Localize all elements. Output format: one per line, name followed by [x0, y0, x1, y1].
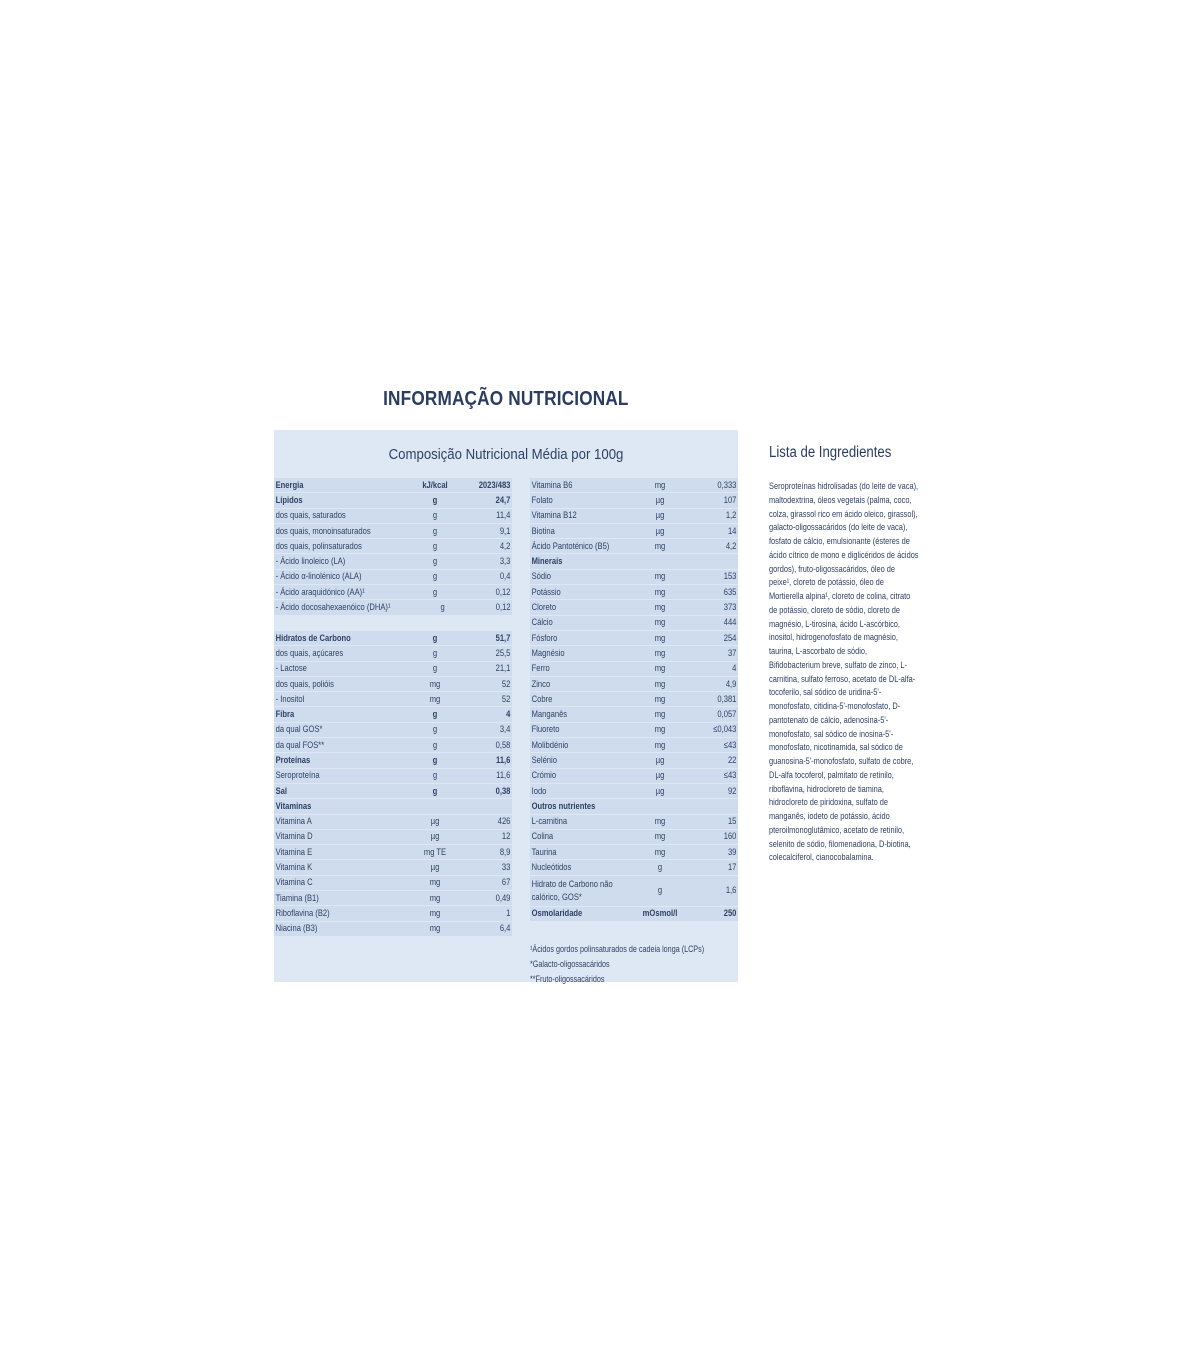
nutrient-name: da qual GOS* — [275, 724, 323, 736]
nutrient-unit: µg — [655, 770, 665, 782]
nutrient-row — [274, 906, 512, 920]
nutrient-value: 250 — [723, 908, 737, 920]
ingredient-line: Mortierella alpina¹, cloreto de colina, citrato — [769, 591, 911, 602]
nutrient-row — [274, 707, 512, 721]
ingredient-line: pteroilmonoglutâmico, acetato de retinilo, — [769, 824, 905, 836]
nutrient-value: 4,2 — [725, 540, 737, 552]
nutrient-name: dos quais, polióis — [275, 678, 334, 690]
nutrient-name: Iodo — [531, 785, 547, 797]
nutrient-row — [530, 662, 738, 676]
nutrient-value: 21,1 — [495, 663, 511, 675]
nutrient-value: 11,6 — [496, 770, 511, 782]
nutrient-value: 24,7 — [495, 494, 511, 506]
nutrient-value: 0,381 — [717, 693, 737, 705]
nutrient-row — [274, 554, 512, 568]
nutrient-name: Potássio — [531, 586, 561, 598]
ingredients-list — [769, 480, 949, 865]
nutrient-row — [274, 891, 512, 905]
nutrient-name: - Inositol — [275, 693, 305, 705]
nutrient-row — [530, 815, 738, 829]
nutrient-unit: g — [432, 663, 438, 675]
nutrient-unit: g — [432, 647, 438, 659]
ingredient-line: taurina, L-ascorbato de sódio, — [769, 646, 868, 657]
nutrient-name: Vitamina B6 — [531, 479, 573, 491]
nutrient-row — [274, 922, 512, 936]
nutrient-value: ≤43 — [723, 770, 737, 782]
nutrient-name: dos quais, saturados — [275, 510, 346, 522]
nutrient-row — [274, 585, 512, 599]
nutrient-row — [530, 907, 738, 921]
nutrient-value: 22 — [727, 754, 737, 766]
nutrient-name: da qual FOS** — [275, 739, 325, 751]
nutrient-value: 0,49 — [495, 892, 511, 904]
nutrient-name: Nucleótidos — [531, 862, 572, 874]
nutrient-row — [530, 554, 738, 568]
nutrient-unit: g — [432, 525, 438, 537]
nutrient-value: 635 — [723, 586, 737, 598]
nutrient-unit: mg — [654, 739, 666, 751]
nutrient-value: 107 — [723, 494, 737, 506]
nutrient-row — [274, 539, 512, 553]
nutrient-name: Molibdénio — [531, 739, 569, 751]
nutrient-unit: mg — [429, 678, 441, 690]
nutrient-unit: mg — [429, 693, 441, 705]
nutrient-value: 160 — [723, 831, 737, 843]
footnote: **Fruto-oligossacáridos — [530, 974, 605, 984]
nutrient-name: Cobre — [531, 693, 553, 705]
nutrient-unit: µg — [430, 816, 440, 828]
nutrient-name: - Ácido linoleico (LA) — [275, 556, 346, 568]
nutrient-unit: mg — [429, 923, 441, 935]
nutrient-name: dos quais, polinsaturados — [275, 540, 362, 552]
nutrient-row — [530, 478, 738, 492]
nutrition-column-right — [530, 478, 738, 922]
nutrient-row — [274, 509, 512, 523]
nutrient-value: 25,5 — [495, 647, 511, 659]
nutrient-unit: µg — [655, 754, 665, 766]
nutrient-name: Cálcio — [531, 617, 553, 629]
nutrition-table-panel — [274, 430, 738, 982]
nutrient-unit: mg — [654, 632, 666, 644]
nutrient-value: 373 — [723, 602, 737, 614]
nutrient-row — [274, 845, 512, 859]
nutrient-unit: mg — [429, 877, 441, 889]
nutrient-unit: g — [432, 586, 438, 598]
nutrient-name: Seroproteína — [275, 770, 320, 782]
nutrient-row — [530, 799, 738, 813]
nutrient-row — [274, 769, 512, 783]
nutrient-value: 426 — [497, 816, 511, 828]
nutrient-name: Cloreto — [531, 602, 557, 614]
nutrient-value: 0,057 — [717, 709, 737, 721]
nutrient-unit: g — [432, 754, 438, 766]
ingredient-line: de potássio, cloreto de sódio, cloreto de — [769, 604, 901, 616]
nutrition-table-heading: Composição Nutricional Média por 100g — [388, 446, 624, 463]
nutrient-value: 444 — [723, 617, 737, 629]
nutrient-row — [530, 769, 738, 783]
nutrient-row — [530, 753, 738, 767]
ingredients-title: Lista de Ingredientes — [769, 444, 892, 461]
nutrient-row — [274, 600, 512, 614]
nutrient-name: Lípidos — [275, 494, 303, 506]
nutrient-unit: g — [432, 556, 438, 568]
nutrient-unit: mg TE — [423, 846, 447, 858]
nutrient-row — [530, 876, 738, 906]
nutrient-row — [274, 524, 512, 538]
nutrient-value: 12 — [501, 831, 511, 843]
nutrient-name: - Ácido α-linolénico (ALA) — [275, 571, 362, 583]
ingredient-line: Seroproteínas hidrolisadas (do leite de vaca), — [769, 481, 919, 492]
nutrient-unit: mOsmol/l — [642, 908, 678, 920]
nutrient-name: Vitamina E — [275, 846, 313, 858]
nutrient-value: ≤0,043 — [713, 724, 737, 736]
nutrient-value: 1 — [506, 907, 511, 919]
nutrient-unit: mg — [654, 846, 666, 858]
nutrient-row — [530, 845, 738, 859]
nutrient-row — [274, 662, 512, 676]
nutrient-row — [274, 646, 512, 660]
ingredient-line: Bifidobacterium breve, sulfato de zinco, L- — [769, 659, 907, 671]
nutrient-unit: µg — [430, 831, 440, 843]
nutrient-name: Minerais — [531, 556, 563, 568]
nutrient-unit: kJ/kcal — [422, 479, 448, 491]
nutrient-name: Vitamina A — [275, 816, 312, 828]
nutrient-name: Outros nutrientes — [531, 800, 596, 812]
nutrient-name: Proteínas — [275, 754, 311, 766]
nutrient-row — [274, 815, 512, 829]
nutrient-name: Vitaminas — [275, 800, 312, 812]
nutrient-row — [274, 493, 512, 507]
nutrient-name: Vitamina D — [275, 831, 313, 843]
nutrient-unit: mg — [429, 892, 441, 904]
nutrient-unit: g — [657, 885, 663, 897]
nutrient-name: Magnésio — [531, 647, 565, 659]
nutrient-unit: mg — [654, 540, 666, 552]
ingredient-line: ácido cítrico de mono e diglicéridos de ácidos — [769, 549, 919, 561]
nutrient-name: Vitamina K — [275, 862, 313, 874]
ingredient-line: maltodextrina, óleos vegetais (palma, coco, — [769, 494, 912, 506]
nutrient-row — [274, 860, 512, 874]
ingredient-line: riboflavina, hidrocloreto de tiamina, — [769, 783, 884, 795]
nutrient-name: Folato — [531, 494, 553, 506]
nutrient-unit: µg — [655, 525, 665, 537]
nutrient-value: 11,6 — [496, 754, 511, 766]
nutrient-row — [530, 707, 738, 721]
nutrient-unit: mg — [654, 831, 666, 843]
nutrient-value: 8,9 — [499, 846, 511, 858]
nutrient-row — [530, 784, 738, 798]
nutrient-unit: mg — [654, 571, 666, 583]
nutrient-name: Ferro — [531, 663, 550, 675]
nutrient-value: 4,2 — [499, 540, 511, 552]
nutrient-row — [274, 616, 512, 630]
nutrient-unit: g — [432, 494, 438, 506]
nutrient-value: 92 — [727, 785, 737, 797]
nutrient-name: - Ácido araquidónico (AA)¹ — [275, 586, 365, 598]
nutrient-value: 67 — [501, 877, 511, 889]
nutrient-row — [274, 738, 512, 752]
nutrient-name: Taurina — [531, 846, 557, 858]
ingredient-line: monofosfato, citidina-5'-monofosfato, D- — [769, 701, 901, 712]
nutrient-unit: g — [432, 739, 438, 751]
nutrient-row — [530, 524, 738, 538]
ingredient-line: selenito de sódio, filomenadiona, D-biotina, — [769, 838, 911, 850]
nutrient-unit: mg — [654, 816, 666, 828]
nutrient-row — [274, 692, 512, 706]
nutrient-row — [530, 692, 738, 706]
nutrient-name: Fibra — [275, 709, 295, 721]
nutrient-name: - Lactose — [275, 663, 307, 675]
nutrient-row — [530, 509, 738, 523]
nutrient-value: 52 — [501, 693, 511, 705]
nutrient-name: Vitamina B12 — [531, 510, 577, 522]
nutrient-row — [530, 860, 738, 874]
ingredient-line: pantotenato de cálcio, adenosina-5'- — [769, 714, 889, 726]
nutrient-name: Hidratos de Carbono — [275, 632, 351, 644]
ingredient-line: guanosina-5'-monofosfato, sulfato de cobre, — [769, 756, 914, 767]
footnote: *Galacto-oligossacáridos — [530, 959, 610, 969]
nutrient-name: Fluoreto — [531, 724, 560, 736]
nutrient-name: Hidrato de Carbono não calórico, GOS* — [531, 878, 613, 903]
nutrient-unit: g — [432, 571, 438, 583]
ingredient-line: manganês, iodeto de potássio, ácido — [769, 811, 890, 822]
nutrient-unit: g — [432, 770, 438, 782]
ingredient-line: fosfato de cálcio, emulsionante (ésteres de — [769, 536, 910, 547]
nutrient-unit: µg — [655, 510, 665, 522]
nutrient-value: 14 — [727, 525, 737, 537]
nutrient-name: Crómio — [531, 770, 557, 782]
nutrient-value: 0,12 — [495, 602, 511, 614]
nutrient-name: Selénio — [531, 754, 557, 766]
ingredient-line: monofosfato, sal sódico de inosina-5'- — [769, 728, 894, 740]
nutrient-value: 52 — [501, 678, 511, 690]
nutrient-name: L-carnitina — [531, 816, 568, 828]
nutrient-value: 153 — [723, 571, 737, 583]
nutrient-value: 0,4 — [499, 571, 511, 583]
nutrient-unit: mg — [654, 724, 666, 736]
nutrient-name: Tiamina (B1) — [275, 892, 319, 904]
nutrient-name: Niacina (B3) — [275, 923, 318, 935]
nutrient-row — [274, 677, 512, 691]
nutrient-row — [274, 784, 512, 798]
footnote: ¹Ácidos gordos polinsaturados de cadeia longa (LCPs) — [530, 944, 705, 954]
nutrient-row — [274, 830, 512, 844]
nutrient-name: dos quais, monoinsaturados — [275, 525, 371, 537]
nutrient-unit: g — [432, 724, 438, 736]
nutrient-unit: mg — [654, 663, 666, 675]
nutrient-unit: mg — [654, 602, 666, 614]
nutrition-footnotes — [530, 942, 738, 987]
nutrient-value: 0,333 — [717, 479, 737, 491]
nutrient-row — [530, 585, 738, 599]
nutrient-unit: g — [657, 862, 663, 874]
nutrient-value: 11,4 — [496, 510, 511, 522]
nutrient-row — [274, 570, 512, 584]
nutrient-unit: g — [440, 602, 445, 614]
ingredient-line: monofosfato, nicotinamida, sal sódico de — [769, 742, 903, 754]
ingredient-line: peixe¹, cloreto de potássio, óleo de — [769, 577, 884, 589]
nutrient-name: Biotina — [531, 525, 555, 537]
nutrient-unit: mg — [654, 479, 666, 491]
nutrient-row — [530, 677, 738, 691]
ingredient-line: hidrocloreto de piridoxina, sulfato de — [769, 797, 889, 809]
nutrient-name: Sal — [275, 785, 288, 797]
nutrient-unit: mg — [654, 709, 666, 721]
nutrient-name: - Ácido docosahexaenóico (DHA)¹ — [275, 602, 391, 614]
nutrient-row — [530, 646, 738, 660]
nutrient-unit: mg — [654, 678, 666, 690]
ingredient-line: DL-alfa tocoferol, palmitato de retinilo, — [769, 769, 894, 781]
nutrient-value: 9,1 — [499, 525, 511, 537]
nutrient-unit: µg — [655, 785, 665, 797]
nutrient-row — [530, 631, 738, 645]
ingredient-line: carnitina, sulfato ferroso, acetato de DL-alfa- — [769, 673, 916, 685]
nutrient-value: 15 — [727, 816, 737, 828]
nutrient-name: dos quais, açúcares — [275, 647, 344, 659]
ingredient-line: gordos), fruto-oligossacáridos, óleo de — [769, 563, 896, 575]
nutrient-name: Fósforo — [531, 632, 558, 644]
nutrient-name: Energia — [275, 479, 304, 491]
nutrient-row — [274, 799, 512, 813]
nutrient-value: 0,38 — [495, 785, 511, 797]
nutrient-unit: g — [432, 540, 438, 552]
nutrient-value: ≤43 — [723, 739, 737, 751]
nutrient-name: Zinco — [531, 678, 551, 690]
nutrition-column-left — [274, 478, 512, 937]
nutrient-row — [274, 876, 512, 890]
nutrient-value: 4 — [506, 709, 511, 721]
ingredient-line: galacto-oligossacáridos (do leite de vaca), — [769, 522, 908, 534]
nutrient-name: Vitamina C — [275, 877, 313, 889]
nutrient-row — [274, 753, 512, 767]
nutrient-row — [530, 493, 738, 507]
nutrient-value: 33 — [501, 862, 511, 874]
nutrient-unit: µg — [430, 862, 440, 874]
nutrient-value: 1,2 — [725, 510, 737, 522]
nutrient-value: 0,58 — [495, 739, 511, 751]
nutrient-unit: g — [432, 709, 438, 721]
nutrient-row — [274, 723, 512, 737]
nutrient-unit: g — [432, 785, 438, 797]
nutrient-name: Colina — [531, 831, 554, 843]
nutrient-value: 51,7 — [495, 632, 511, 644]
nutrient-value: 254 — [723, 632, 737, 644]
nutrient-unit: µg — [655, 494, 665, 506]
nutrient-value: 1,6 — [725, 885, 737, 897]
nutrient-value: 2023/483 — [478, 479, 511, 491]
nutrient-unit: mg — [654, 617, 666, 629]
ingredient-line: colecalciferol, cianocobalamina. — [769, 852, 874, 864]
nutrient-row — [530, 600, 738, 614]
ingredient-line: colza, girassol rico em ácido oleico, girassol), — [769, 508, 918, 520]
nutrient-row — [530, 539, 738, 553]
nutrient-value: 3,4 — [499, 724, 511, 736]
nutrient-row — [530, 830, 738, 844]
nutrient-value: 3,3 — [499, 556, 511, 568]
ingredient-line: inositol, hidrogenofosfato de magnésio, — [769, 632, 898, 644]
nutrient-unit: g — [432, 510, 438, 522]
page-title: INFORMAÇÃO NUTRICIONAL — [383, 388, 629, 410]
nutrient-row — [530, 570, 738, 584]
nutrient-value: 0,12 — [495, 586, 511, 598]
nutrient-row — [274, 631, 512, 645]
nutrient-name: Sódio — [531, 571, 552, 583]
nutrient-value: 37 — [727, 647, 737, 659]
nutrient-name: Ácido Pantoténico (B5) — [531, 540, 610, 552]
nutrient-value: 4,9 — [725, 678, 737, 690]
nutrient-unit: mg — [654, 693, 666, 705]
nutrient-row — [530, 738, 738, 752]
nutrient-value: 39 — [727, 846, 737, 858]
ingredient-line: tocoferilo, sal sódico de uridina-5'- — [769, 687, 882, 699]
nutrient-unit: mg — [654, 586, 666, 598]
nutrient-row — [530, 723, 738, 737]
nutrient-value: 17 — [727, 862, 737, 874]
ingredient-line: magnésio, L-tirosina, ácido L-ascórbico, — [769, 618, 900, 630]
nutrient-unit: g — [432, 632, 438, 644]
nutrient-unit: mg — [429, 907, 441, 919]
nutrient-value: 6,4 — [499, 923, 511, 935]
nutrient-value: 4 — [732, 663, 737, 675]
nutrient-name: Manganês — [531, 709, 568, 721]
nutrient-row — [530, 616, 738, 630]
nutrient-unit: mg — [654, 647, 666, 659]
nutrient-name: Riboflavina (B2) — [275, 907, 330, 919]
nutrient-name: Osmolaridade — [531, 908, 583, 920]
nutrient-row — [274, 478, 512, 492]
